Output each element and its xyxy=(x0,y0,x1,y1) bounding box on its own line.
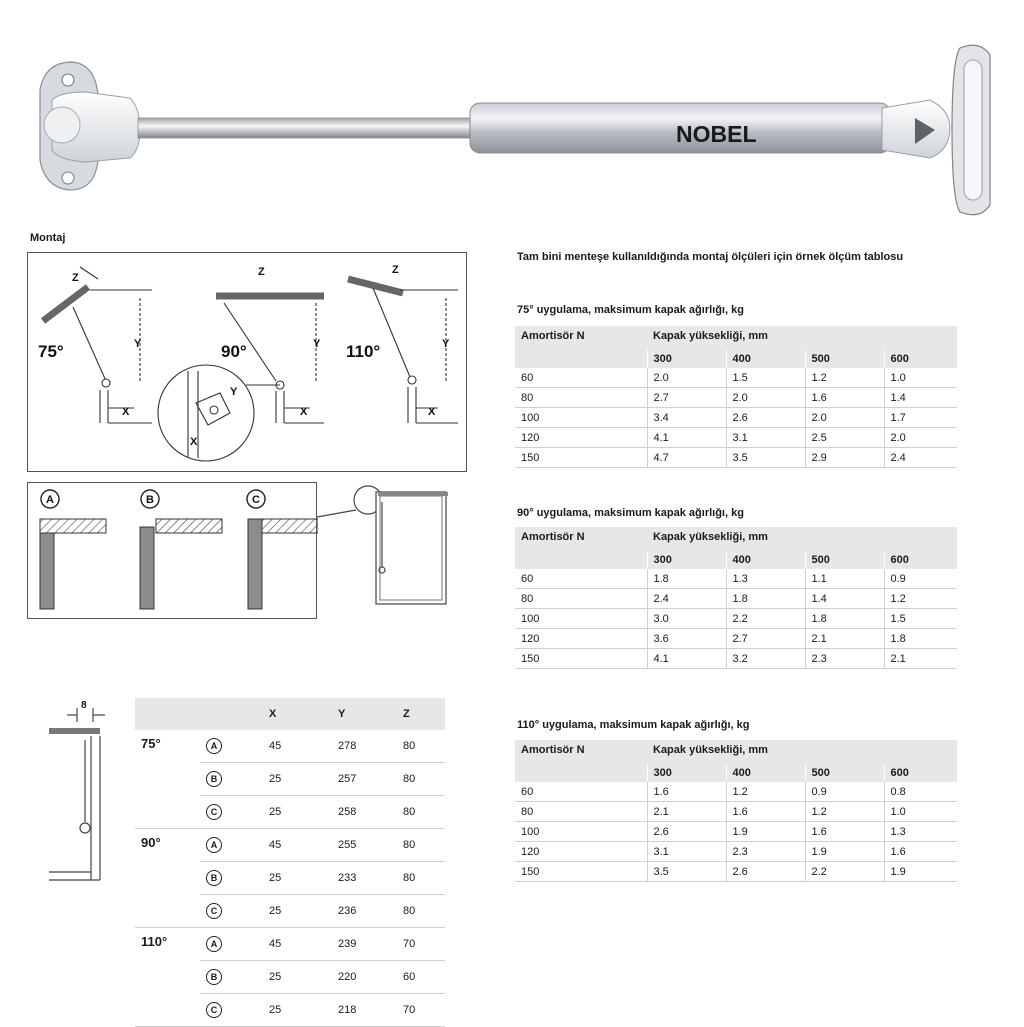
table-row xyxy=(515,782,957,802)
dim-y-detail: Y xyxy=(230,386,238,398)
weight-cell: 2.4 xyxy=(884,448,957,468)
weight-cell: 1.1 xyxy=(805,569,884,589)
dim-y-90: Y xyxy=(313,338,321,350)
mount-header-y: Y xyxy=(332,698,397,730)
weight-cell: 4.1 xyxy=(647,428,726,448)
spec-table-title: 75° uygulama, maksimum kapak ağırlığı, kg xyxy=(517,304,744,316)
weight-cell: 1.6 xyxy=(726,802,805,822)
mount-x-cell: 45 xyxy=(263,730,332,763)
table-row xyxy=(515,408,957,428)
weight-cell: 1.9 xyxy=(805,842,884,862)
weight-cell: 1.2 xyxy=(805,802,884,822)
mount-variant-cell xyxy=(200,730,263,763)
weight-cell: 1.3 xyxy=(726,569,805,589)
spec-height-header: 500 xyxy=(805,350,884,368)
weight-cell: 0.9 xyxy=(805,782,884,802)
mount-angle-cell: 90° xyxy=(135,829,200,928)
variant-badge: B xyxy=(206,771,222,787)
spec-height-header: 500 xyxy=(805,764,884,782)
table-row xyxy=(135,730,445,763)
spec-height-header: 600 xyxy=(884,350,957,368)
weight-cell: 2.0 xyxy=(726,388,805,408)
mount-z-cell: 60 xyxy=(397,961,445,994)
weight-cell: 2.6 xyxy=(726,862,805,882)
variant-badge: A xyxy=(206,837,222,853)
weight-cell: 1.5 xyxy=(884,609,957,629)
variant-badge: A xyxy=(206,936,222,952)
mount-x-cell: 25 xyxy=(263,994,332,1027)
weight-cell: 2.1 xyxy=(884,649,957,669)
weight-cell: 2.2 xyxy=(726,609,805,629)
mount-z-cell: 70 xyxy=(397,928,445,961)
weight-cell: 3.0 xyxy=(647,609,726,629)
variant-label-a: A xyxy=(46,494,54,506)
angle-label-75: 75° xyxy=(38,342,64,361)
weight-cell: 3.1 xyxy=(726,428,805,448)
damper-force-cell: 60 xyxy=(515,368,647,388)
mount-y-cell: 220 xyxy=(332,961,397,994)
mount-angle-cell: 110° xyxy=(135,928,200,1027)
spec-height-header: 500 xyxy=(805,551,884,569)
weight-cell: 2.5 xyxy=(805,428,884,448)
weight-cell: 2.0 xyxy=(805,408,884,428)
weight-cell: 4.7 xyxy=(647,448,726,468)
weight-cell: 1.0 xyxy=(884,368,957,388)
angle-label-110: 110° xyxy=(346,342,381,361)
spec-height-header: 600 xyxy=(884,551,957,569)
mount-y-cell: 236 xyxy=(332,895,397,928)
damper-force-cell: 100 xyxy=(515,609,647,629)
table-row xyxy=(515,448,957,468)
offset-sketch xyxy=(45,700,130,885)
mount-angle-cell: 75° xyxy=(135,730,200,829)
damper-force-cell: 80 xyxy=(515,589,647,609)
damper-force-cell: 60 xyxy=(515,569,647,589)
weight-cell: 3.6 xyxy=(647,629,726,649)
weight-cell: 1.6 xyxy=(884,842,957,862)
weight-cell: 2.2 xyxy=(805,862,884,882)
weight-cell: 2.1 xyxy=(805,629,884,649)
table-row xyxy=(515,802,957,822)
weight-cell: 2.0 xyxy=(647,368,726,388)
spec-group-header: Kapak yüksekliği, mm xyxy=(647,740,957,764)
damper-force-cell: 120 xyxy=(515,842,647,862)
table-row xyxy=(515,388,957,408)
mount-z-cell: 80 xyxy=(397,829,445,862)
table-row xyxy=(515,629,957,649)
intro-text: Tam bini menteşe kullanıldığında montaj ölçüleri için örnek ölçüm tablosu xyxy=(517,251,904,263)
spec-table xyxy=(515,740,957,882)
table-row xyxy=(515,842,957,862)
table-row xyxy=(515,862,957,882)
mount-variant-cell xyxy=(200,895,263,928)
spec-height-header: 300 xyxy=(647,764,726,782)
weight-cell: 1.4 xyxy=(884,388,957,408)
spec-col-header: Amortisör N xyxy=(515,740,647,764)
mount-variant-cell xyxy=(200,994,263,1027)
mount-variant-cell xyxy=(200,862,263,895)
weight-cell: 2.3 xyxy=(805,649,884,669)
weight-cell: 1.2 xyxy=(884,589,957,609)
damper-force-cell: 100 xyxy=(515,408,647,428)
mount-y-cell: 233 xyxy=(332,862,397,895)
spec-height-header: 600 xyxy=(884,764,957,782)
weight-cell: 2.0 xyxy=(884,428,957,448)
variant-badge: C xyxy=(206,1002,222,1018)
weight-cell: 3.1 xyxy=(647,842,726,862)
spec-table-title: 110° uygulama, maksimum kapak ağırlığı, kg xyxy=(517,719,750,731)
mount-x-cell: 45 xyxy=(263,829,332,862)
mount-z-cell: 80 xyxy=(397,895,445,928)
dim-x-90: X xyxy=(300,406,308,418)
dim-z-110: Z xyxy=(392,264,399,276)
table-row xyxy=(515,822,957,842)
weight-cell: 2.6 xyxy=(726,408,805,428)
mount-variant-cell xyxy=(200,796,263,829)
table-row xyxy=(515,589,957,609)
weight-cell: 1.3 xyxy=(884,822,957,842)
spec-table-title: 90° uygulama, maksimum kapak ağırlığı, kg xyxy=(517,507,744,519)
mounting-angle-diagram xyxy=(27,252,467,472)
mount-header-x: X xyxy=(263,698,332,730)
dim-x-75: X xyxy=(122,406,130,418)
brand-logo: NOBEL xyxy=(676,121,757,147)
mount-variant-cell xyxy=(200,928,263,961)
table-row xyxy=(515,428,957,448)
variant-label-c: C xyxy=(252,494,260,506)
spec-table xyxy=(515,326,957,468)
mount-z-cell: 80 xyxy=(397,730,445,763)
dim-z-90: Z xyxy=(258,266,265,278)
variant-badge: B xyxy=(206,969,222,985)
damper-force-cell: 150 xyxy=(515,448,647,468)
spec-group-header: Kapak yüksekliği, mm xyxy=(647,326,957,350)
spec-col-header: Amortisör N xyxy=(515,326,647,350)
weight-cell: 1.2 xyxy=(726,782,805,802)
weight-cell: 0.8 xyxy=(884,782,957,802)
spec-height-header: 400 xyxy=(726,764,805,782)
damper-force-cell: 150 xyxy=(515,862,647,882)
weight-cell: 2.7 xyxy=(726,629,805,649)
angle-diagrams-svg xyxy=(28,253,468,473)
table-row xyxy=(135,928,445,961)
weight-cell: 1.8 xyxy=(647,569,726,589)
weight-cell: 1.6 xyxy=(805,822,884,842)
mount-y-cell: 258 xyxy=(332,796,397,829)
spec-group-header: Kapak yüksekliği, mm xyxy=(647,527,957,551)
mount-x-cell: 45 xyxy=(263,928,332,961)
weight-cell: 1.8 xyxy=(726,589,805,609)
mount-x-cell: 25 xyxy=(263,961,332,994)
spec-height-header: 400 xyxy=(726,350,805,368)
weight-cell: 2.9 xyxy=(805,448,884,468)
variant-badge: C xyxy=(206,804,222,820)
damper-force-cell: 150 xyxy=(515,649,647,669)
table-row xyxy=(515,609,957,629)
damper-force-cell: 120 xyxy=(515,629,647,649)
spec-height-header: 400 xyxy=(726,551,805,569)
weight-cell: 1.0 xyxy=(884,802,957,822)
weight-cell: 1.8 xyxy=(805,609,884,629)
mount-header-z: Z xyxy=(397,698,445,730)
damper-force-cell: 80 xyxy=(515,802,647,822)
variant-badge: A xyxy=(206,738,222,754)
variant-label-b: B xyxy=(146,494,154,506)
weight-cell: 1.6 xyxy=(647,782,726,802)
weight-cell: 1.6 xyxy=(805,388,884,408)
weight-cell: 2.4 xyxy=(647,589,726,609)
mount-z-cell: 80 xyxy=(397,796,445,829)
mount-y-cell: 257 xyxy=(332,763,397,796)
spec-height-header: 300 xyxy=(647,350,726,368)
damper-force-cell: 80 xyxy=(515,388,647,408)
weight-cell: 3.5 xyxy=(726,448,805,468)
weight-cell: 1.5 xyxy=(726,368,805,388)
weight-cell: 1.4 xyxy=(805,589,884,609)
table-row xyxy=(135,829,445,862)
variant-badge: C xyxy=(206,903,222,919)
weight-cell: 1.9 xyxy=(726,822,805,842)
mount-dimension-table xyxy=(135,698,445,1027)
weight-cell: 1.8 xyxy=(884,629,957,649)
dim-y-75: Y xyxy=(134,338,142,350)
mount-table-body xyxy=(135,730,445,1027)
table-row xyxy=(515,368,957,388)
mount-variant-cell xyxy=(200,829,263,862)
dim-x-110: X xyxy=(428,406,436,418)
dim-y-110: Y xyxy=(442,338,450,350)
mount-y-cell: 255 xyxy=(332,829,397,862)
weight-cell: 2.7 xyxy=(647,388,726,408)
weight-cell: 4.1 xyxy=(647,649,726,669)
spec-table xyxy=(515,527,957,669)
weight-cell: 2.6 xyxy=(647,822,726,842)
mount-z-cell: 70 xyxy=(397,994,445,1027)
variant-diagrams-svg xyxy=(28,483,318,620)
spec-height-header: 300 xyxy=(647,551,726,569)
gas-strut-product-image xyxy=(0,0,1024,225)
mount-z-cell: 80 xyxy=(397,763,445,796)
angle-label-90: 90° xyxy=(221,342,247,361)
mount-y-cell: 239 xyxy=(332,928,397,961)
weight-cell: 3.4 xyxy=(647,408,726,428)
mount-variant-cell xyxy=(200,961,263,994)
spec-col-header: Amortisör N xyxy=(515,527,647,551)
table-row xyxy=(515,569,957,589)
mount-z-cell: 80 xyxy=(397,862,445,895)
weight-cell: 1.9 xyxy=(884,862,957,882)
weight-cell: 2.1 xyxy=(647,802,726,822)
mount-y-cell: 278 xyxy=(332,730,397,763)
mount-variant-cell xyxy=(200,763,263,796)
mount-x-cell: 25 xyxy=(263,763,332,796)
table-row xyxy=(515,649,957,669)
dim-x-detail: X xyxy=(190,436,198,448)
door-variant-diagram xyxy=(27,482,317,619)
mount-x-cell: 25 xyxy=(263,862,332,895)
section-title: Montaj xyxy=(30,232,66,244)
weight-cell: 1.2 xyxy=(805,368,884,388)
mount-x-cell: 25 xyxy=(263,796,332,829)
mount-y-cell: 218 xyxy=(332,994,397,1027)
weight-cell: 1.7 xyxy=(884,408,957,428)
damper-force-cell: 120 xyxy=(515,428,647,448)
weight-cell: 3.5 xyxy=(647,862,726,882)
offset-label: 8 xyxy=(81,700,87,711)
weight-cell: 3.2 xyxy=(726,649,805,669)
damper-force-cell: 60 xyxy=(515,782,647,802)
variant-badge: B xyxy=(206,870,222,886)
cabinet-sketch xyxy=(316,472,466,622)
dim-z-75: Z xyxy=(72,272,79,284)
weight-cell: 0.9 xyxy=(884,569,957,589)
weight-cell: 2.3 xyxy=(726,842,805,862)
damper-force-cell: 100 xyxy=(515,822,647,842)
mount-x-cell: 25 xyxy=(263,895,332,928)
